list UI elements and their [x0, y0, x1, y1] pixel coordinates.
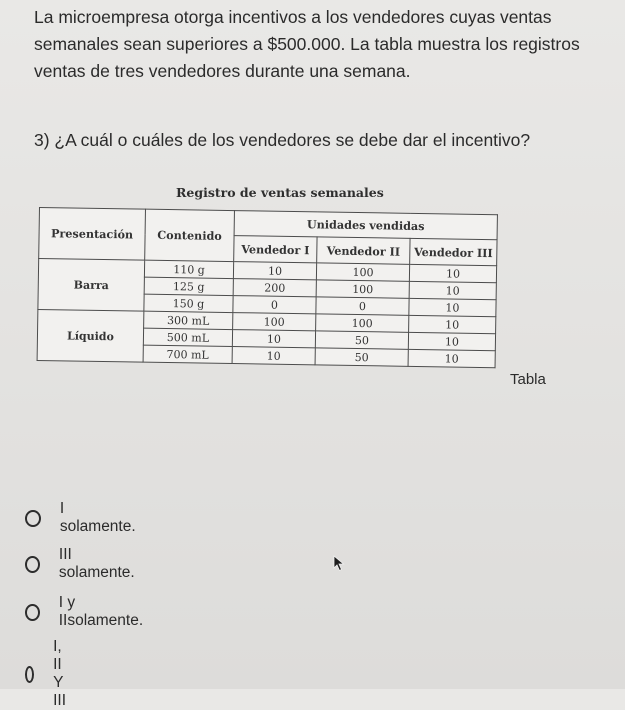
radio-circle-icon[interactable]	[25, 556, 40, 573]
sales-table-container	[37, 207, 498, 368]
cell-v3: 10	[408, 349, 495, 367]
table-caption: Tabla	[510, 371, 546, 388]
cell-v3: 10	[409, 298, 496, 316]
option-label: III solamente.	[58, 546, 135, 581]
radio-circle-icon[interactable]	[25, 604, 40, 621]
header-presentacion: Presentación	[39, 208, 146, 261]
cell-v2: 50	[315, 348, 408, 366]
cell-v1: 100	[233, 313, 316, 331]
header-vendedor-1: Vendedor I	[234, 236, 317, 263]
mouse-pointer-icon	[333, 555, 347, 573]
problem-statement: La microempresa otorga incentivos a los vendedores cuyas ventas semanales sean superiores a $500.000. La tabla muestra los registros ventas de tres vendedores durante una semana.	[34, 7, 580, 81]
cell-contenido: 500 mL	[143, 328, 232, 346]
cell-v2: 100	[316, 280, 409, 298]
option-label: I y IIsolamente.	[58, 594, 144, 629]
option-4[interactable]	[25, 638, 74, 710]
sales-table	[37, 207, 498, 368]
cell-v1: 10	[233, 262, 316, 280]
option-3[interactable]	[25, 594, 145, 630]
group-label-liquido: Líquido	[37, 309, 144, 362]
radio-circle-icon[interactable]	[25, 510, 41, 527]
cell-v2: 100	[316, 263, 409, 281]
header-vendedor-2: Vendedor II	[317, 237, 410, 264]
cell-v1: 10	[232, 347, 315, 365]
cell-v3: 10	[408, 332, 495, 350]
cell-v1: 200	[233, 279, 316, 297]
cell-v3: 10	[409, 264, 496, 282]
cell-v3: 10	[409, 281, 496, 299]
group-label-barra: Barra	[38, 259, 145, 312]
option-label: I solamente.	[59, 500, 136, 535]
header-unidades-vendidas: Unidades vendidas	[234, 211, 497, 240]
option-label: I, II Y III	[53, 638, 67, 709]
header-vendedor-3: Vendedor III	[410, 238, 497, 265]
table-title: Registro de ventas semanales	[176, 185, 384, 200]
cell-contenido: 150 g	[144, 294, 233, 312]
cell-contenido: 125 g	[144, 277, 233, 295]
cell-v1: 10	[232, 330, 315, 348]
cell-v2: 50	[315, 331, 408, 349]
question-text: 3) ¿A cuál o cuáles de los vendedores se debe dar el incentivo?	[34, 130, 531, 150]
cell-v2: 100	[316, 314, 409, 332]
option-1[interactable]	[25, 500, 137, 536]
cell-v1: 0	[233, 296, 316, 314]
cell-contenido: 110 g	[144, 260, 233, 278]
radio-circle-icon[interactable]	[25, 666, 34, 683]
option-2[interactable]	[25, 546, 137, 582]
cell-v2: 0	[316, 297, 409, 315]
cell-contenido: 300 mL	[144, 311, 233, 329]
cell-v3: 10	[409, 315, 496, 333]
header-contenido: Contenido	[145, 209, 235, 261]
cell-contenido: 700 mL	[143, 345, 232, 363]
